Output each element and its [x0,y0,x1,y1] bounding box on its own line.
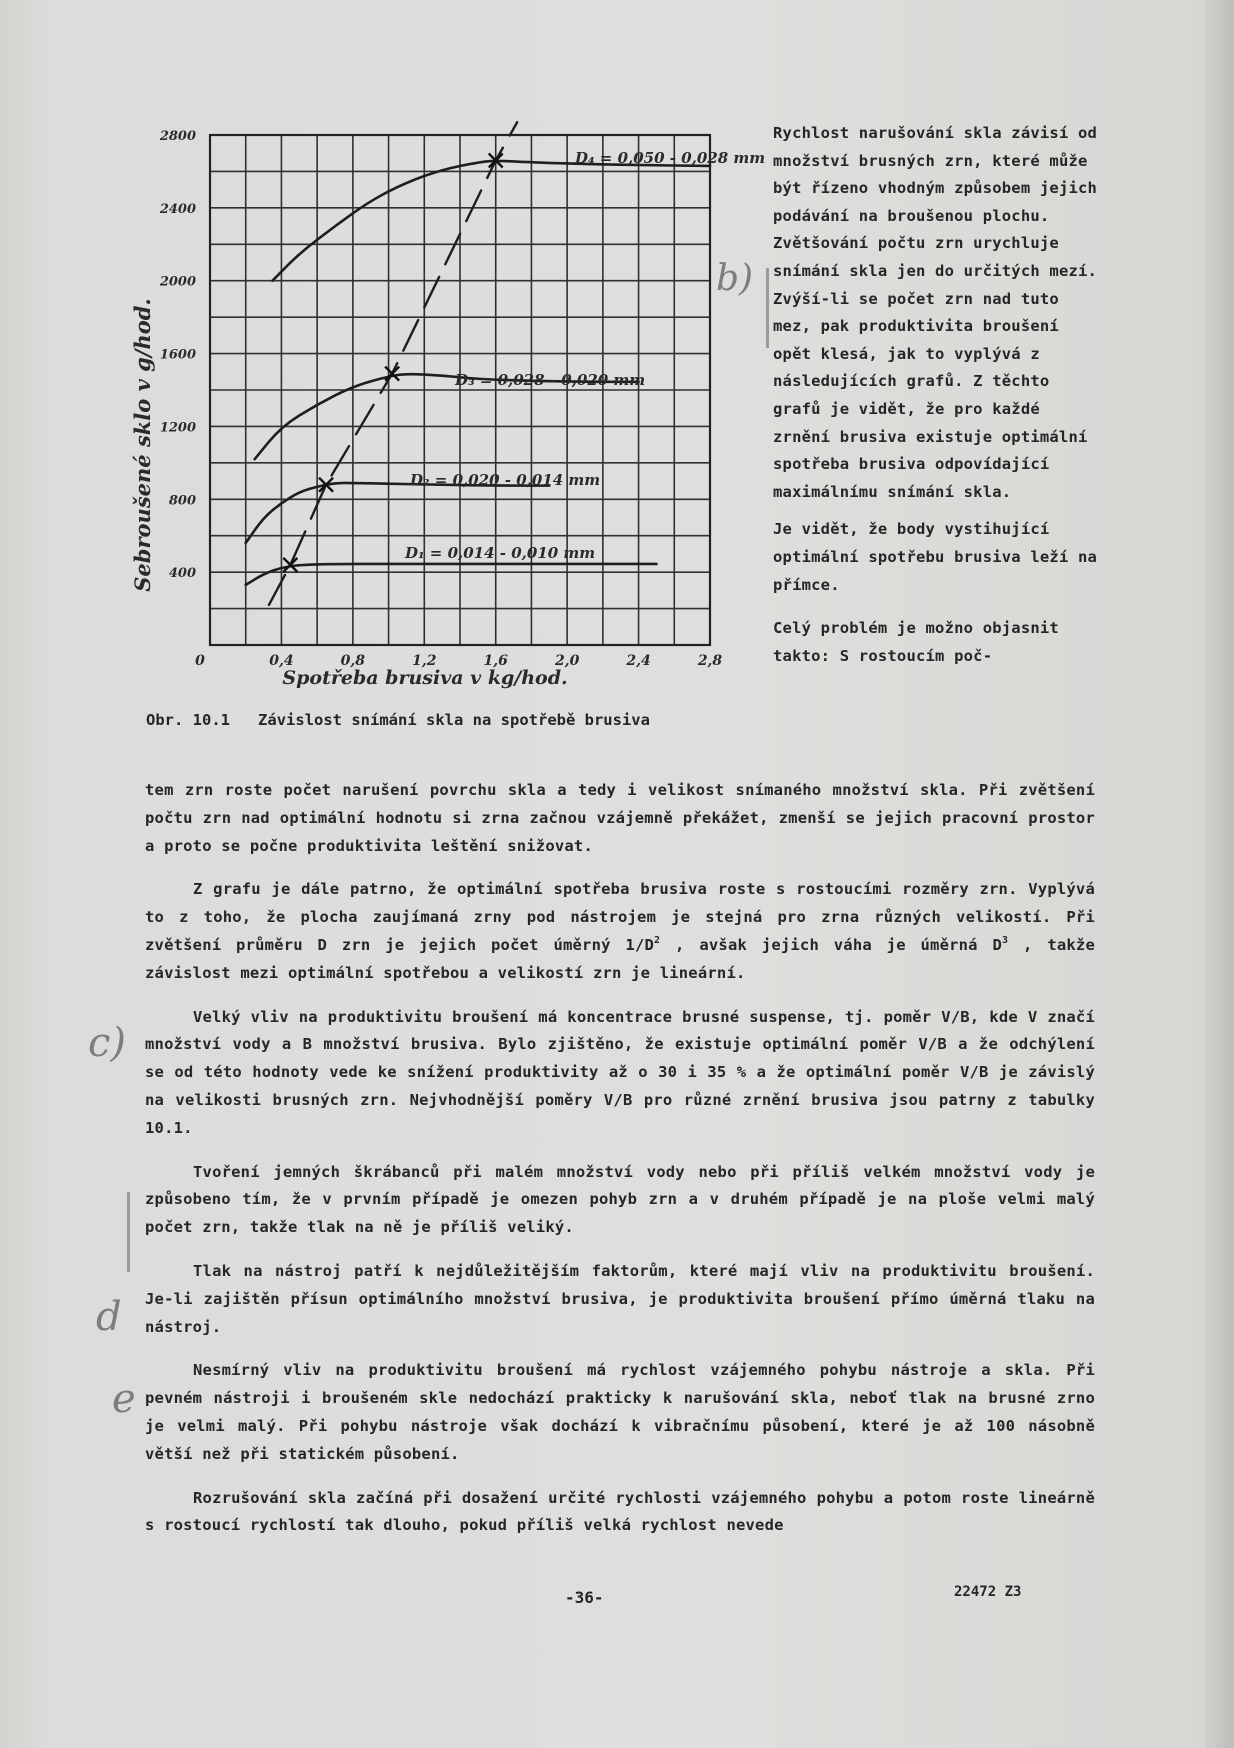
figure-title: Závislost snímání skla na spotřebě brusiva [258,711,650,729]
body-paragraph-2-part-a: Z grafu je dále patrno, že optimální spotřeba brusiva roste s rostoucími rozměry zrn. Vyplývá to z toho, že plocha zaujímaná zrny pod nástrojem je stejná pro zrna různých velikostí. Při zvětšení průměru D zrn je jejich počet úměrný 1/D [145,880,1095,954]
margin-note-c: c) [88,1020,127,1066]
body-paragraph-3: Velký vliv na produktivitu broušení má koncentrace brusné suspense, tj. poměr V/B, kde V značí množství vody a B množství brusiva. Bylo zjištěno, že existuje optimální poměr V/B a že odchýlení se od této hodnoty vede ke snížení produktivity až o 30 i 35 % a že optimální poměr V/B je závislý na velikosti brusných zrn. Nejvhodnější poměry V/B pro různé zrnění brusiva jsou patrny z tabulky 10.1. [145,1007,1095,1137]
x-tick-label: 2,0 [554,653,580,669]
y-tick-label: 1200 [159,420,196,436]
series-line-4 [273,161,711,281]
page-edge-shadow [1206,0,1234,1748]
chart-svg [110,115,766,715]
main-body-text [145,777,1095,1556]
body-paragraph-2 [145,876,1095,987]
chart-series [246,122,710,605]
side-paragraph-1: Rychlost narušování skla závisí od množství brusných zrn, které může být řízeno vhodným způsobem jejich podávání na broušenou plochu. Zvětšování počtu zrn urychluje snímání skla jen do určitých mezí. Zvýší-li se počet zrn nad tuto mez, pak produktivita broušení opět klesá, jak to vyplývá z následujících grafů. Z těchto grafů je vidět, že pro každé zrnění brusiva existuje optimální spotřeba brusiva odpovídající maximálnímu snímání skla. [773,124,1098,501]
body-paragraph-5: Tlak na nástroj patří k nejdůležitějším faktorům, které mají vliv na produktivitu broušení. Je-li zajištěn přísun optimálního množství brusiva, je produktivita broušení přímo úměrná tlaku na nástroj. [145,1261,1095,1336]
body-paragraph-4: Tvoření jemných škrábanců při malém množství vody nebo při příliš velkém množství vody je způsobeno tím, že v prvním případě je omezen pohyb zrn a v druhém případě je na ploše velmi malý počet zrn, takže tlak na ně je příliš veliký. [145,1162,1095,1237]
margin-note-d: d [96,1294,122,1340]
x-tick-label: 0,4 [269,653,294,669]
series-label-d4: D₄ = 0,050 - 0,028 mm [575,149,766,167]
series-label-d1: D₁ = 0,014 - 0,010 mm [405,544,596,562]
series-label-d3: D₃ = 0,028 - 0,020 mm [455,371,646,389]
body-paragraph-2-part-c: , takže závislost mezi optimální spotřebou a velikostí zrn je lineární. [145,935,1095,982]
margin-bar-b [766,268,769,348]
chart-figure [110,115,766,715]
y-tick-label: 2400 [159,201,196,217]
page-number: -36- [565,1588,604,1607]
series-line-1 [246,564,657,585]
series-label-d2: D₂ = 0,020 - 0,014 mm [410,471,601,489]
exponent-2: 2 [654,934,661,946]
optimum-line [269,122,517,605]
x-tick-label: 2,8 [697,653,723,669]
y-tick-label: 800 [168,493,196,509]
print-code: 22472 Z3 [954,1584,1022,1600]
y-tick-label: 2000 [159,274,196,290]
y-axis-label: Sebroušené sklo v g/hod. [130,298,155,592]
body-paragraph-1: tem zrn roste počet narušení povrchu skla a tedy i velikost snímaného množství skla. Při zvětšení počtu zrn nad optimální hodnotu si zrna začnou vzájemně překážet, zmenší se jejich pracovní prostor a proto se počne produktivita leštění snižovat. [145,781,1095,855]
figure-number: Obr. 10.1 [146,711,230,729]
exponent-3: 3 [1002,934,1009,946]
x-tick-label: 2,4 [626,653,651,669]
side-column-text [773,120,1103,680]
series-line-2 [246,483,550,543]
body-paragraph-7: Rozrušování skla začíná při dosažení určité rychlosti vzájemného pohybu a potom roste lineárně s rostoucí rychlostí tak dlouho, pokud příliš velká rychlost nevede [145,1488,1095,1535]
margin-bar-c [127,1192,130,1272]
side-paragraph-3: Celý problém je možno objasnit takto: S rostoucím poč- [773,619,1059,665]
x-tick-label: 0 [195,653,205,669]
y-tick-label: 1600 [159,347,196,363]
x-axis-label: Spotřeba brusiva v kg/hod. [282,667,568,689]
figure-caption [146,711,686,729]
y-tick-label: 400 [168,566,196,582]
x-tick-label: 0,8 [340,653,366,669]
body-paragraph-2-part-b: , avšak jejich váha je úměrná D [660,935,1003,954]
body-paragraph-6: Nesmírný vliv na produktivitu broušení má rychlost vzájemného pohybu nástroje a skla. Při pevném nástroji i broušeném skle nedochází prakticky k narušování skla, neboť tlak na brusné zrno je velmi malý. Při pohybu nástroje však dochází k vibračnímu působení, které je až 100 násobně větší než při statickém působení. [145,1361,1095,1463]
margin-note-b: b) [716,258,754,299]
y-tick-label: 2800 [159,129,196,144]
x-tick-label: 1,2 [412,653,437,669]
side-paragraph-2: Je vidět, že body vystihující optimální spotřebu brusiva leží na přímce. [773,520,1098,594]
margin-note-e: e [112,1376,136,1422]
x-tick-label: 1,6 [483,653,508,669]
